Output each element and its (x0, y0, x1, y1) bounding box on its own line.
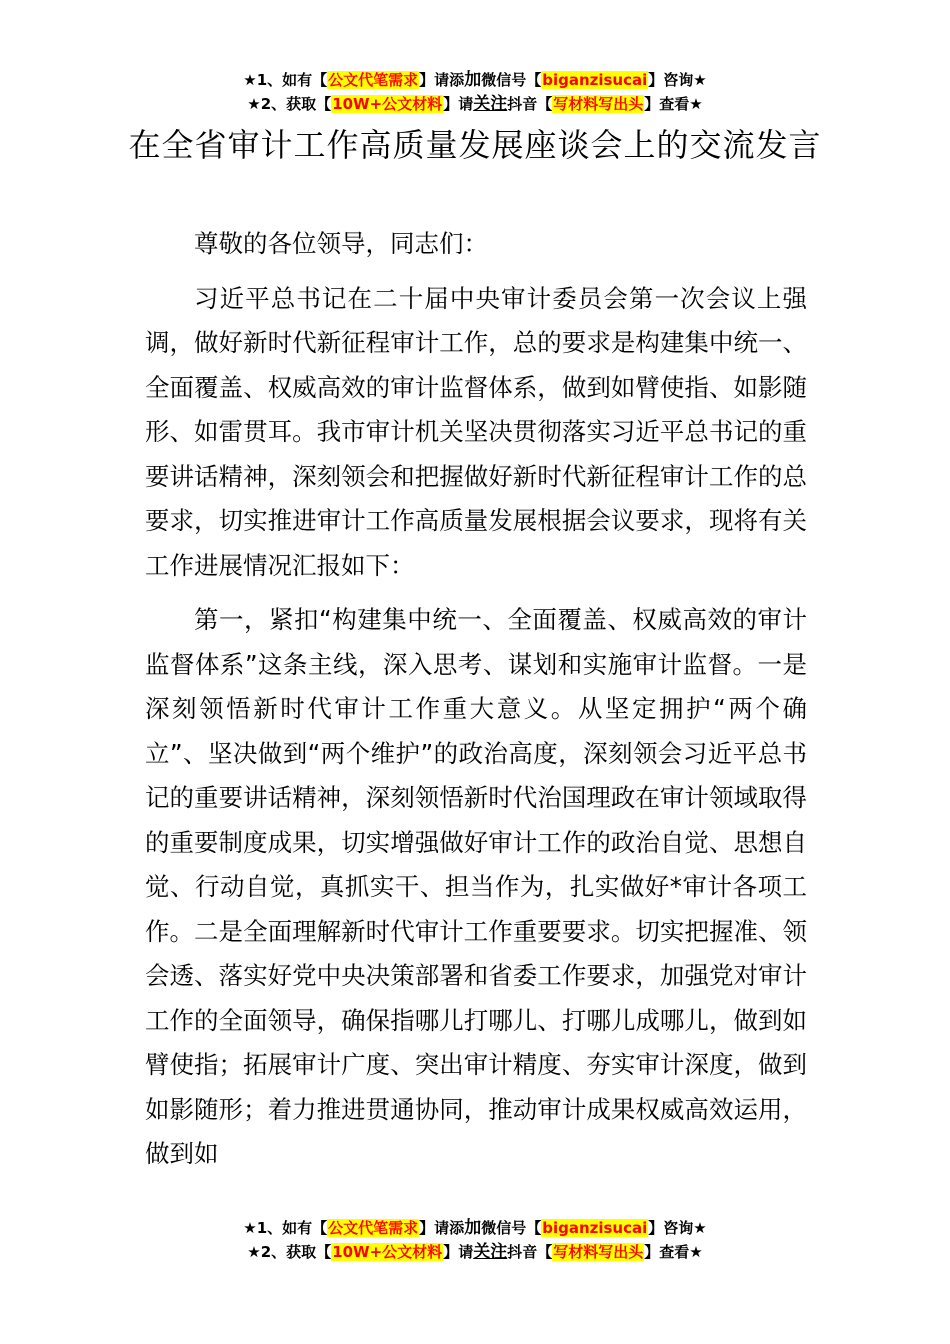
promo-text: 】咨询★ (648, 71, 707, 89)
promo-highlight: 写材料写出头 (553, 1243, 644, 1261)
promo-text: 】查看★ (644, 1243, 703, 1261)
promo-text: 】请添 (419, 71, 465, 89)
promo-text: 】咨询★ (648, 1219, 707, 1237)
promo-text: ★1、如有【 (243, 71, 328, 89)
promo-text: 】请 (443, 1243, 474, 1261)
promo-text: 微信号【 (481, 71, 542, 89)
document-title: 在全省审计工作高质量发展座谈会上的交流发言 (128, 126, 822, 164)
promo-text: 抖音【 (507, 95, 553, 113)
promo-banner-bottom (0, 1216, 950, 1264)
promo-line-2 (0, 92, 950, 116)
promo-text: 关注 (473, 94, 508, 114)
promo-banner-top (0, 68, 950, 116)
promo-highlight: biganzisucai (542, 1219, 648, 1237)
promo-text: ★2、获取【 (247, 1243, 332, 1261)
promo-text: 】查看★ (644, 95, 703, 113)
promo-highlight: 10W+公文材料 (332, 95, 443, 113)
body-paragraph: 习近平总书记在二十届中央审计委员会第一次会议上强调，做好新时代新征程审计工作，总的要求是构建集中统一、全面覆盖、权威高效的审计监督体系，做到如臂使指、如影随形、如雷贯耳。我市审计机关坚决贯彻落实习近平总书记的重要讲话精神，深刻领会和把握做好新时代新征程审计工作的总要求，切实推进审计工作高质量发展根据会议要求，现将有关工作进展情况汇报如下： (145, 283, 807, 580)
promo-text: 】请 (443, 95, 474, 113)
promo-text: 加 (464, 1218, 482, 1238)
promo-line-1 (0, 1216, 950, 1240)
promo-line-1 (0, 68, 950, 92)
promo-text: 加 (464, 70, 482, 90)
promo-highlight: 10W+公文材料 (332, 1243, 443, 1261)
promo-highlight: biganzisucai (542, 71, 648, 89)
promo-text: 抖音【 (507, 1243, 553, 1261)
promo-text: 】请添 (419, 1219, 465, 1237)
promo-highlight: 写材料写出头 (553, 95, 644, 113)
salutation: 尊敬的各位领导，同志们： (194, 229, 488, 258)
promo-line-2 (0, 1240, 950, 1264)
promo-text: 关注 (473, 1242, 508, 1262)
document-body (145, 222, 807, 1187)
promo-text: ★1、如有【 (243, 1219, 328, 1237)
promo-text: ★2、获取【 (247, 95, 332, 113)
promo-highlight: 公文代笔需求 (328, 1219, 419, 1237)
promo-highlight: 公文代笔需求 (328, 71, 419, 89)
promo-text: 微信号【 (481, 1219, 542, 1237)
body-paragraph: 第一，紧扣“构建集中统一、全面覆盖、权威高效的审计监督体系”这条主线，深入思考、谋划和实施审计监督。一是深刻领悟新时代审计工作重大意义。从坚定拥护“两个确立”、坚决做到“两个维护”的政治高度，深刻领会习近平总书记的重要讲话精神，深刻领悟新时代治国理政在审计领域取得的重要制度成果，切实增强做好审计工作的政治自觉、思想自觉、行动自觉，真抓实干、担当作为，扎实做好*审计各项工作。二是全面理解新时代审计工作重要要求。切实把握准、领会透、落实好党中央决策部署和省委工作要求，加强党对审计工作的全面领导，确保指哪儿打哪儿、打哪儿成哪儿，做到如臂使指；拓展审计广度、突出审计精度、夯实审计深度，做到如影随形；着力推进贯通协同，推动审计成果权威高效运用，做到如 (145, 605, 807, 1168)
